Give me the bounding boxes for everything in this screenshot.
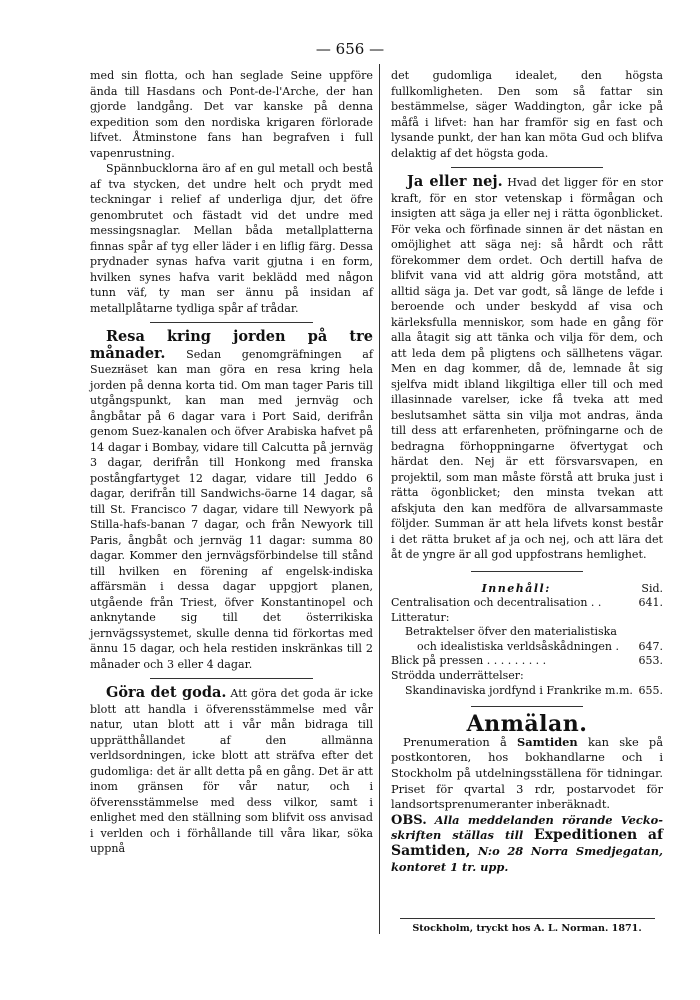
heading-yes-no: Ja eller nej. (407, 173, 503, 190)
table-of-contents (391, 582, 663, 699)
body-yes-no: Hvad det ligger för en stor kraft, för en stor vetenskap i förmågan och insigten att säga ja eller nej i rätta ögonblicket. För veka och förfinade sinnen är det nästan en omöjlighet att säga nej: så hårdt och rått förekommer dem ordet. Och dertill hafva de blifvit vana vid att aldrig göra motstånd, att alltid säga ja. Det var godt, så länge de lefde i beroende och under beskydd af visa och kärleksfulla menniskor, som hade en gång för alla åtagit sig att tänka och vilja för dem, och att leda dem på pligtens och sällhetens vägar. Men en dag kommer, då de, lemnade åt sig sjelfva midt ibland likgiltiga eller till och med illasinnade varelser, icke få tveka att med beslutsamhet sätta sin vilja mot andras, ända till dess att erfarenheten, pröfningarne och de bedragna förhoppningarne öfvertygat och härdat den. Nej är ett försvarsvapen, en projektil, som man måste förstå att bruka just i rätta ögonblicket; den minsta tvekan att afskjuta den kan medföra de allvarsammaste följder. Summan är att hela lifvets konst består i det rätta bruket af ja och nej, och att lära det åt de yngre är all god uppfostrans hemlighet. (391, 176, 664, 561)
toc-row: Skandinaviska jordfynd i Frankrike m.m. 655. (405, 683, 663, 697)
paragraph-viking-fleet: med sin flotta, och han seglade Seine uppföre ända till Hasdans och Pont-de-l'Arche, der han gjorde landgång. Det var kanske på denna expedition som den nordiska krigaren förlorade lifvet. Åtminstone fans han begrafven i full vapenrustning. (90, 69, 373, 160)
imprint: Stockholm, tryckt hos A. L. Norman. 1871. (412, 923, 642, 934)
toc-row: Litteratur: (391, 610, 450, 624)
separator (451, 167, 603, 168)
toc-row: och idealistiska verldsåskådningen . 647. (417, 639, 663, 653)
toc-row: Blick på pressen . . . . . . . . . 653. (391, 654, 663, 668)
paragraph-brooches: Spännbucklorna äro af en gul metall och bestå af tva stycken, det undre helt och prydt med teckningar i relief af underliga djur, det öfre genombrutet och fästadt vid det undre med messingsnaglar. Mellan båda metallplatterna finnas spår af tyg eller läder i en liflig färg. Dessa prydnader synas hafva varit gjutna i en form, hvilken synes hafva varit beklädd med någon tunn väf, ty man ser ännu på insidan af metallplåtarne tydliga spår af trådar. (90, 162, 373, 315)
imprint-rule (400, 918, 655, 919)
toc-row: Betraktelser öfver den materialistiska (405, 625, 617, 639)
page-number: — 656 — (315, 40, 385, 58)
toc-row: Strödda underrättelser: (391, 669, 524, 683)
toc-row: Centralisation och decentralisation . . 641. (391, 596, 663, 610)
heading-world-trip: Resa kring jorden på tre månader. (90, 328, 373, 362)
paragraph-ideal: det gudomliga idealet, den högsta fullkomligheten. Den som så fattar sin bestämmelse, säger Waddington, går icke på måfå i lifvet: han har framför sig en fast och lysande punkt, der han kan möta Gud och blifva delaktig af det högsta goda. (391, 69, 663, 160)
body-world-trip: Sedan genomgräfningen af Suezнäset kan man göra en resa kring hela jorden på denna korta tid. Om man tager Paris till utgångspunkt, kan man med jernväg och ångbåtar på 6 dagar vara i Port Said, derifrån genom Suez-kanalen och öfver Arabiska hafvet på 14 dagar i Bombay, vidare till Calcutta på jernväg 3 dagar, derifrån till Honkong med franska postångfartyget 12 dagar, vidare till Jeddo 6 dagar, derifrån till Sandwichs-öarne 14 dagar, så till St. Francisco 7 dagar, vidare till Newyork på Stilla-hafs-banan 7 dagar, och från Newyork till Paris, ångbåt och jernväg 11 dagar: summa 80 dagar. Kommer den jernvägsförbindelse till stånd till hvilken en förening af engelsk-indiska affärsmän i dessa dagar uppgjort planen, utgående från Triest, öfver Konstantinopel och anknytande sig till det österrikiska jernvägssystemet, skulle denna tid förkortas med ännu 15 dagar, och hela restiden inskränkas till 2 månader och 3 eller 4 dagar. (90, 347, 373, 671)
separator (471, 571, 583, 572)
article-yes-no (391, 174, 663, 563)
column-divider (379, 64, 380, 934)
notice-body: Prenumeration å Samtiden kan ske på postkontoren, hos bokhandlarne och i Stockholm på utdelningsställena för tidningar. Priset för qvartal 3 rdr, postarvodet för landsortsprenumeranter inberäknadt. (391, 734, 664, 812)
separator (150, 678, 313, 679)
article-world-trip (90, 329, 373, 672)
toc-title: Innehåll: (481, 581, 551, 595)
heading-do-good: Göra det goda. (106, 684, 227, 701)
right-column (391, 68, 663, 875)
article-do-good (90, 685, 373, 857)
separator (471, 706, 583, 707)
notice-title: Anmälan. (466, 711, 588, 738)
left-column (90, 68, 373, 857)
body-do-good: Att göra det goda är icke blott att handla i öfverensstämmelse med vår natur, utan blott att i vår mån bidraga till upprätthållandet af den allmänna verldsordningen, icke blott att sträfva efter det gudomliga: det är allt detta på en gång. Det är att inom gränsen för vår natur, och i öfverensstämmelse med dess vilkor, samt i enlighet med den ställning som blifvit oss anvisad i verlden och i förhållande till våra likar, söka uppnå (90, 687, 374, 855)
separator (150, 322, 313, 323)
notice-obs: OBS. Alla meddelanden rörande Vecko-skriften ställas till Expeditionen af Samtiden, N:o 28 Norra Smedjegatan, kontoret 1 tr. upp. (391, 812, 663, 874)
toc-page-label: Sid. (641, 581, 663, 595)
